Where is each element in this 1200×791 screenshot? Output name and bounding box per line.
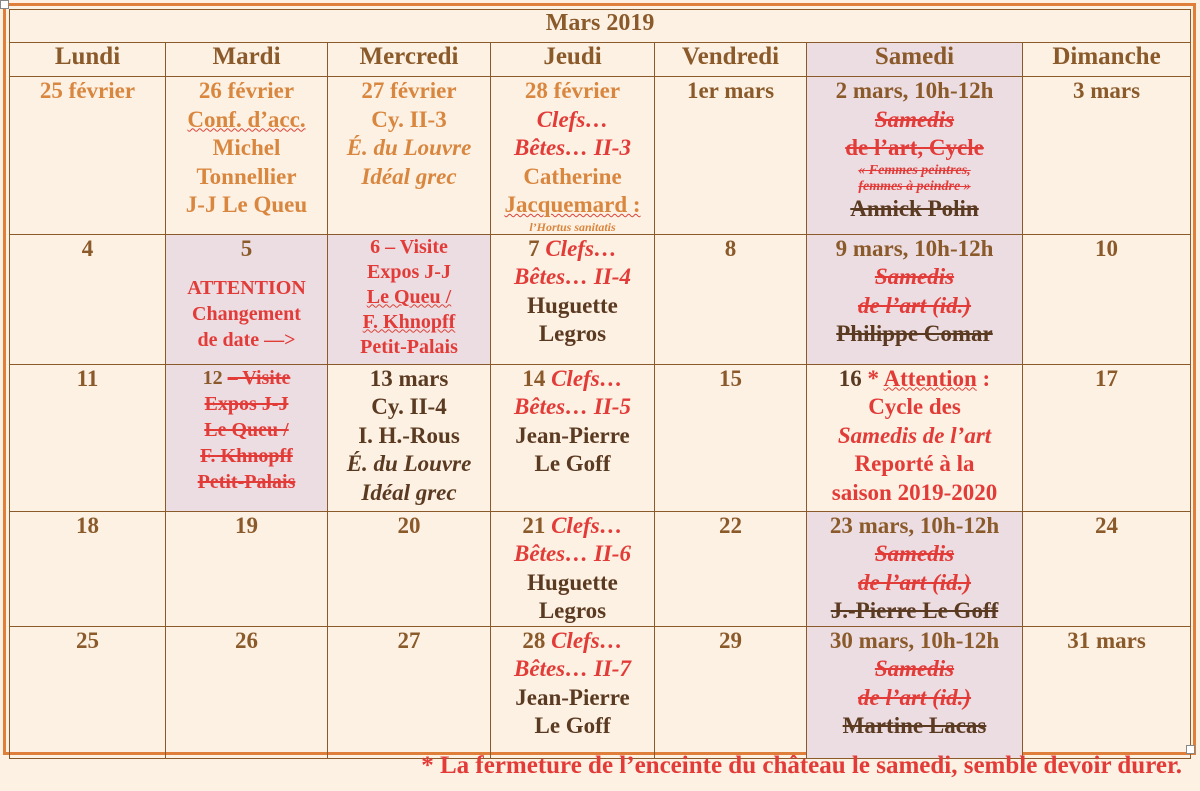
day-cell <box>10 364 166 511</box>
event-speaker: Martine Lacas <box>842 713 987 738</box>
postponement-note: saison 2019-2020 <box>831 479 998 505</box>
event-title: F. Khnopff <box>362 310 456 333</box>
day-cell-saturday <box>807 364 1023 511</box>
event-speaker: J.-Pierre Le Goff <box>830 598 999 623</box>
day-cell <box>491 77 655 235</box>
day-cell <box>655 511 807 626</box>
event-title: Expos J-J <box>367 260 451 283</box>
event-title: Conf. d’acc. <box>187 106 306 132</box>
event-title: Clefs… <box>536 106 609 132</box>
event-title: Clefs… <box>551 365 623 391</box>
day-cell <box>1023 364 1191 511</box>
event-title: Bêtes… II-6 <box>514 541 631 566</box>
day-date: 7 <box>528 235 540 261</box>
event-title: 6 – Visite <box>370 235 448 258</box>
day-cell-saturday <box>807 234 1023 364</box>
day-header-dimanche: Dimanche <box>1023 43 1191 77</box>
day-cell <box>1023 511 1191 626</box>
day-date: 25 février <box>39 78 136 103</box>
selection-handle[interactable] <box>0 0 9 9</box>
day-date: 26 février <box>198 78 295 103</box>
event-title: de l’art, Cycle <box>845 135 984 160</box>
day-date: 26 <box>235 627 258 653</box>
day-cell <box>1023 234 1191 364</box>
event-place: Petit-Palais <box>360 335 458 358</box>
day-cell <box>1023 626 1191 758</box>
day-cell <box>166 77 328 235</box>
day-date: 18 <box>76 512 99 538</box>
day-cell <box>328 234 491 364</box>
day-date: 2 mars, 10h-12h <box>835 78 994 103</box>
day-cell <box>491 626 655 758</box>
day-cell <box>491 364 655 511</box>
day-cell <box>655 364 807 511</box>
day-date: 25 <box>76 627 99 653</box>
event-title: de l’art (id.) <box>857 292 972 318</box>
day-cell-saturday <box>807 511 1023 626</box>
event-subject: Idéal grec <box>361 479 457 505</box>
day-cell <box>10 626 166 758</box>
event-title: Bêtes… II-5 <box>514 394 631 419</box>
event-title: Bêtes… II-7 <box>514 656 631 681</box>
asterisk-note: * <box>867 365 880 391</box>
event-title: Bêtes… II-4 <box>514 264 631 289</box>
calendar-title: Mars 2019 <box>10 10 1191 43</box>
day-cell <box>328 511 491 626</box>
day-cell <box>166 234 328 364</box>
event-speaker: Huguette <box>527 569 618 595</box>
postponement-note: Reporté à la <box>854 451 975 476</box>
day-header-samedi: Samedi <box>807 43 1023 77</box>
event-title: Clefs… <box>545 235 617 261</box>
event-cycle: « Femmes peintres, <box>858 162 971 178</box>
day-cell <box>655 77 807 235</box>
event-speaker: Catherine <box>523 163 622 189</box>
day-cell <box>166 626 328 758</box>
day-cell <box>655 626 807 758</box>
day-date: 22 <box>719 512 742 538</box>
attention-note: de date —> <box>197 329 296 351</box>
day-date: 21 <box>522 512 546 538</box>
day-cell <box>491 511 655 626</box>
day-date: 5 <box>240 235 253 261</box>
event-title: Clefs… <box>551 512 623 538</box>
calendar-table <box>9 9 1191 759</box>
day-date: 13 mars <box>369 365 449 391</box>
day-date: 27 février <box>361 78 457 103</box>
event-speaker: Michel <box>212 135 281 160</box>
day-cell <box>328 364 491 511</box>
day-cell <box>1023 77 1191 235</box>
day-date: 8 <box>724 235 737 261</box>
event-title: Cy. II-4 <box>371 394 447 419</box>
attention-note: ATTENTION <box>187 277 306 299</box>
day-header-mercredi: Mercredi <box>328 43 491 77</box>
event-subject: l’Hortus sanitatis <box>529 219 616 234</box>
event-title: Samedis <box>874 656 955 681</box>
event-title: Bêtes… II-3 <box>514 135 631 160</box>
day-date: 16 <box>838 365 862 391</box>
attention-note: Changement <box>192 303 301 325</box>
day-date: 30 mars, 10h-12h <box>829 627 1000 653</box>
day-cell-saturday <box>807 77 1023 235</box>
event-title: Clefs… <box>551 627 623 653</box>
event-speaker: Tonnellier <box>196 163 297 189</box>
day-cell <box>328 77 491 235</box>
event-subject: J-J Le Queu <box>185 192 308 217</box>
day-date: 9 mars, 10h-12h <box>835 235 994 261</box>
event-title: Samedis <box>874 541 955 566</box>
event-speaker: Annick Polin <box>850 195 979 221</box>
day-date: 11 <box>76 365 99 391</box>
day-cell <box>328 626 491 758</box>
day-cell <box>166 511 328 626</box>
event-title: Samedis <box>874 264 955 289</box>
event-title: – Visite <box>227 366 291 389</box>
day-header-jeudi: Jeudi <box>491 43 655 77</box>
event-speaker: Jacquemard : <box>504 192 641 217</box>
event-title: de l’art (id.) <box>857 684 972 710</box>
event-speaker: Le Goff <box>534 713 611 738</box>
footer-note: * La fermeture de l’enceinte du château le samedi, semble devoir durer. <box>421 752 1182 779</box>
selection-handle[interactable] <box>1186 745 1195 754</box>
event-speaker: Le Goff <box>534 451 611 476</box>
event-title: Le Queu / <box>366 285 452 308</box>
event-title: F. Khnopff <box>200 444 293 467</box>
day-date: 28 <box>522 627 546 653</box>
day-header-lundi: Lundi <box>10 43 166 77</box>
day-header-vendredi: Vendredi <box>655 43 807 77</box>
day-cell <box>10 77 166 235</box>
day-date: 17 <box>1095 365 1119 391</box>
event-speaker: Huguette <box>527 292 618 318</box>
postponement-note: Samedis de l’art <box>837 422 992 448</box>
day-header-mardi: Mardi <box>166 43 328 77</box>
attention-colon: : <box>976 365 991 391</box>
day-cell <box>491 234 655 364</box>
day-cell <box>655 234 807 364</box>
event-title: Expos J-J <box>204 392 289 415</box>
day-date: 10 <box>1095 235 1119 261</box>
day-date: 1er mars <box>686 78 775 103</box>
event-speaker: Jean-Pierre <box>515 684 630 710</box>
day-date: 29 <box>719 627 742 653</box>
day-date: 15 <box>719 365 742 391</box>
event-place: Petit-Palais <box>197 470 296 493</box>
day-cell-saturday <box>807 626 1023 758</box>
day-date: 28 février <box>524 78 621 103</box>
day-date: 31 mars <box>1067 627 1146 653</box>
day-cell <box>166 364 328 511</box>
event-speaker: I. H.-Rous <box>358 422 460 448</box>
event-title: de l’art (id.) <box>857 569 972 595</box>
event-subject: Idéal grec <box>361 163 457 189</box>
event-speaker: Legros <box>538 598 607 623</box>
event-speaker: Jean-Pierre <box>515 422 630 448</box>
day-date: 19 <box>235 512 258 538</box>
day-date: 12 <box>202 366 223 389</box>
event-place: É. du Louvre <box>346 451 472 476</box>
event-speaker: Philippe Comar <box>836 321 993 346</box>
event-title: Samedis <box>874 106 955 132</box>
event-cycle: femmes à peindre » <box>858 178 971 194</box>
day-date: 27 <box>397 627 421 653</box>
day-date: 14 <box>522 365 546 391</box>
event-title: Le Queu / <box>204 418 289 441</box>
attention-note: Attention <box>883 365 977 391</box>
day-date: 24 <box>1095 512 1119 538</box>
event-title: Cy. II-3 <box>371 106 447 132</box>
day-cell <box>10 234 166 364</box>
day-date: 20 <box>397 512 421 538</box>
day-cell <box>10 511 166 626</box>
event-speaker: Legros <box>538 321 607 346</box>
event-place: É. du Louvre <box>346 135 472 160</box>
day-date: 23 mars, 10h-12h <box>829 512 1000 538</box>
postponement-note: Cycle des <box>868 394 961 419</box>
day-date: 4 <box>81 235 94 261</box>
day-date: 3 mars <box>1072 78 1141 103</box>
